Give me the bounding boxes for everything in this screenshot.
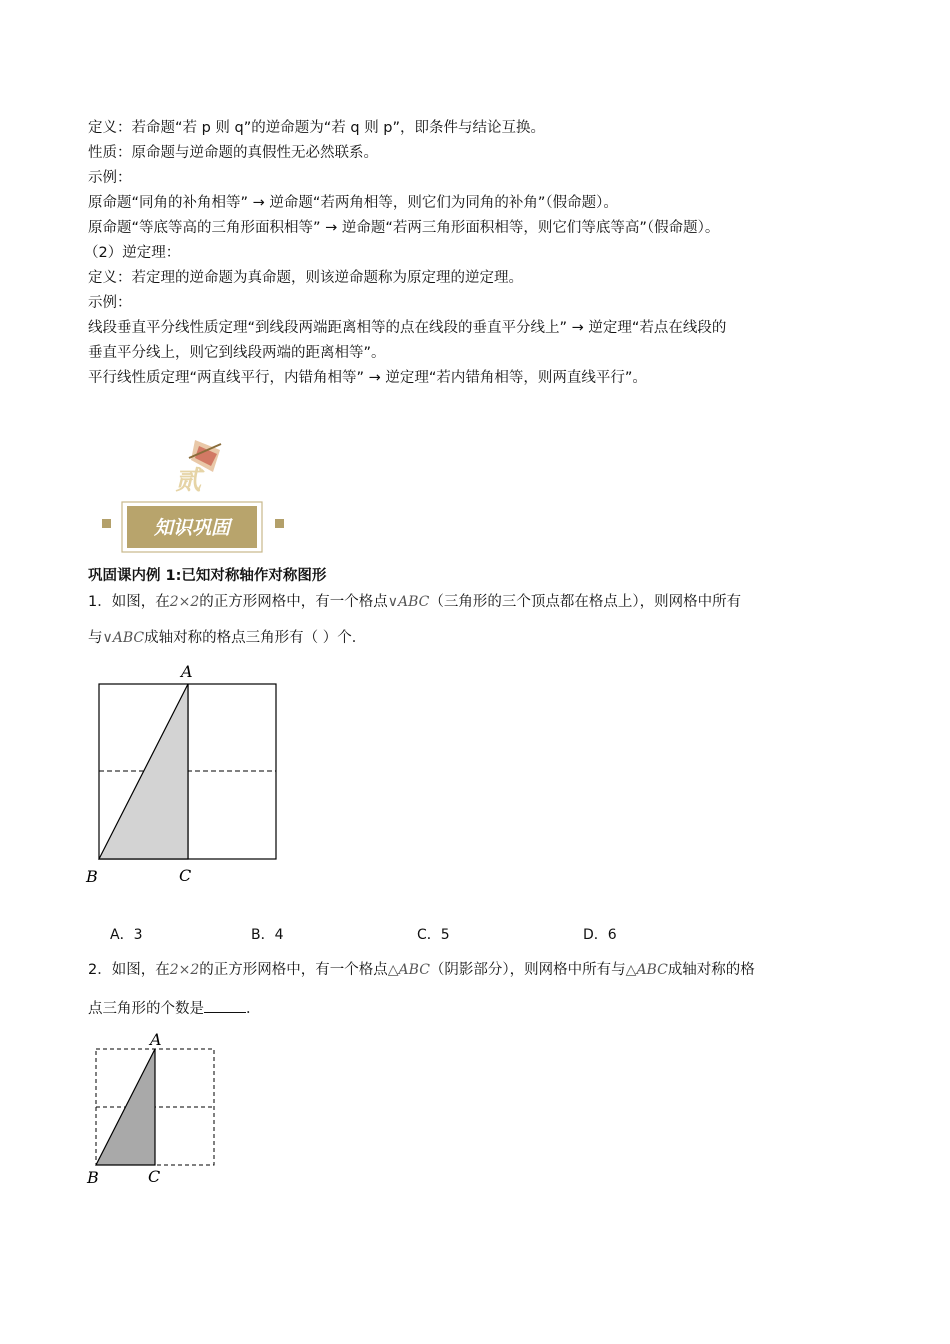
q2-triangle-name-2: △ABC — [625, 962, 668, 978]
choice-a[interactable]: A．3 — [110, 927, 143, 943]
property-line: 性质：原命题与逆命题的真假性无必然联系。 — [88, 145, 378, 161]
question-1-line-2 — [88, 628, 366, 648]
question-2-line-2 — [88, 998, 261, 1019]
q2-text-3: （阴影部分），则网格中所有与 — [429, 962, 626, 978]
example-line-3b: 垂直平分线上，则它到线段两端的距离相等”。 — [88, 345, 386, 361]
q1-label-a: A — [181, 662, 193, 681]
example-line-3a: 线段垂直平分线性质定理“到线段两端距离相等的点在线段的垂直平分线上” → 逆定理“若点在线段的 — [88, 320, 727, 336]
q1-text-2: 的正方形网格中，有一个格点 — [199, 594, 388, 610]
q1-figure — [80, 658, 290, 890]
q2-figure — [82, 1030, 222, 1190]
badge-square-right — [275, 519, 284, 528]
definition-line: 定义：若命题“若 p 则 q”的逆命题为“若 q 则 p”，即条件与结论互换。 — [88, 120, 546, 136]
q1-text-1: 1．如图，在 — [88, 594, 170, 610]
choice-b[interactable]: B．4 — [251, 927, 284, 943]
q2-text-1: 2．如图，在 — [88, 962, 170, 978]
example-heading: 巩固课内例 1:已知对称轴作对称图形 — [88, 568, 327, 584]
q1-text-5: 成轴对称的格点三角形有（ ）个． — [144, 630, 367, 646]
q1-shaded-triangle — [99, 684, 188, 859]
example-line-2: 原命题“等底等高的三角形面积相等” → 逆命题“若两三角形面积相等，则它们等底等高”（假命题）。 — [88, 220, 720, 236]
badge-square-left — [102, 519, 111, 528]
q1-triangle-name: ∨ABC — [387, 594, 430, 610]
subsection-heading: （2）逆定理： — [84, 245, 181, 261]
q2-label-c: C — [148, 1167, 161, 1186]
q1-triangle-name-2: ∨ABC — [102, 630, 145, 646]
choice-d[interactable]: D．6 — [583, 927, 617, 943]
q2-text-6: ． — [246, 1001, 261, 1017]
example-label-2: 示例： — [88, 295, 132, 311]
q2-text-4: 成轴对称的格 — [667, 962, 755, 978]
q1-label-b: B — [86, 867, 98, 886]
q2-label-b: B — [87, 1168, 99, 1187]
question-1-line-1 — [88, 592, 741, 612]
section-number: 贰 — [175, 466, 202, 496]
q1-grid-size: 2×2 — [169, 594, 200, 610]
answer-blank[interactable] — [204, 998, 246, 1013]
q1-text-3: （三角形的三个顶点都在格点上），则网格中所有 — [429, 594, 742, 610]
q2-text-5: 点三角形的个数是 — [88, 1001, 204, 1017]
question-2-line-1 — [88, 960, 755, 980]
q2-grid-size: 2×2 — [169, 962, 200, 978]
q2-triangle-name: △ABC — [387, 962, 430, 978]
q1-label-c: C — [179, 866, 192, 885]
example-label: 示例： — [88, 170, 132, 186]
q2-text-2: 的正方形网格中，有一个格点 — [199, 962, 388, 978]
q2-label-a: A — [150, 1030, 162, 1049]
choice-c[interactable]: C．5 — [417, 927, 450, 943]
example-line-1: 原命题“同角的补角相等” → 逆命题“若两角相等，则它们为同角的补角”（假命题）。 — [88, 195, 618, 211]
q1-text-4: 与 — [88, 630, 103, 646]
example-line-4: 平行线性质定理“两直线平行，内错角相等” → 逆定理“若内错角相等，则两直线平行”。 — [88, 370, 647, 386]
section-badge — [95, 432, 295, 557]
section-title: 知识巩固 — [153, 517, 231, 539]
converse-theorem-definition: 定义：若定理的逆命题为真命题，则该逆命题称为原定理的逆定理。 — [88, 270, 523, 286]
